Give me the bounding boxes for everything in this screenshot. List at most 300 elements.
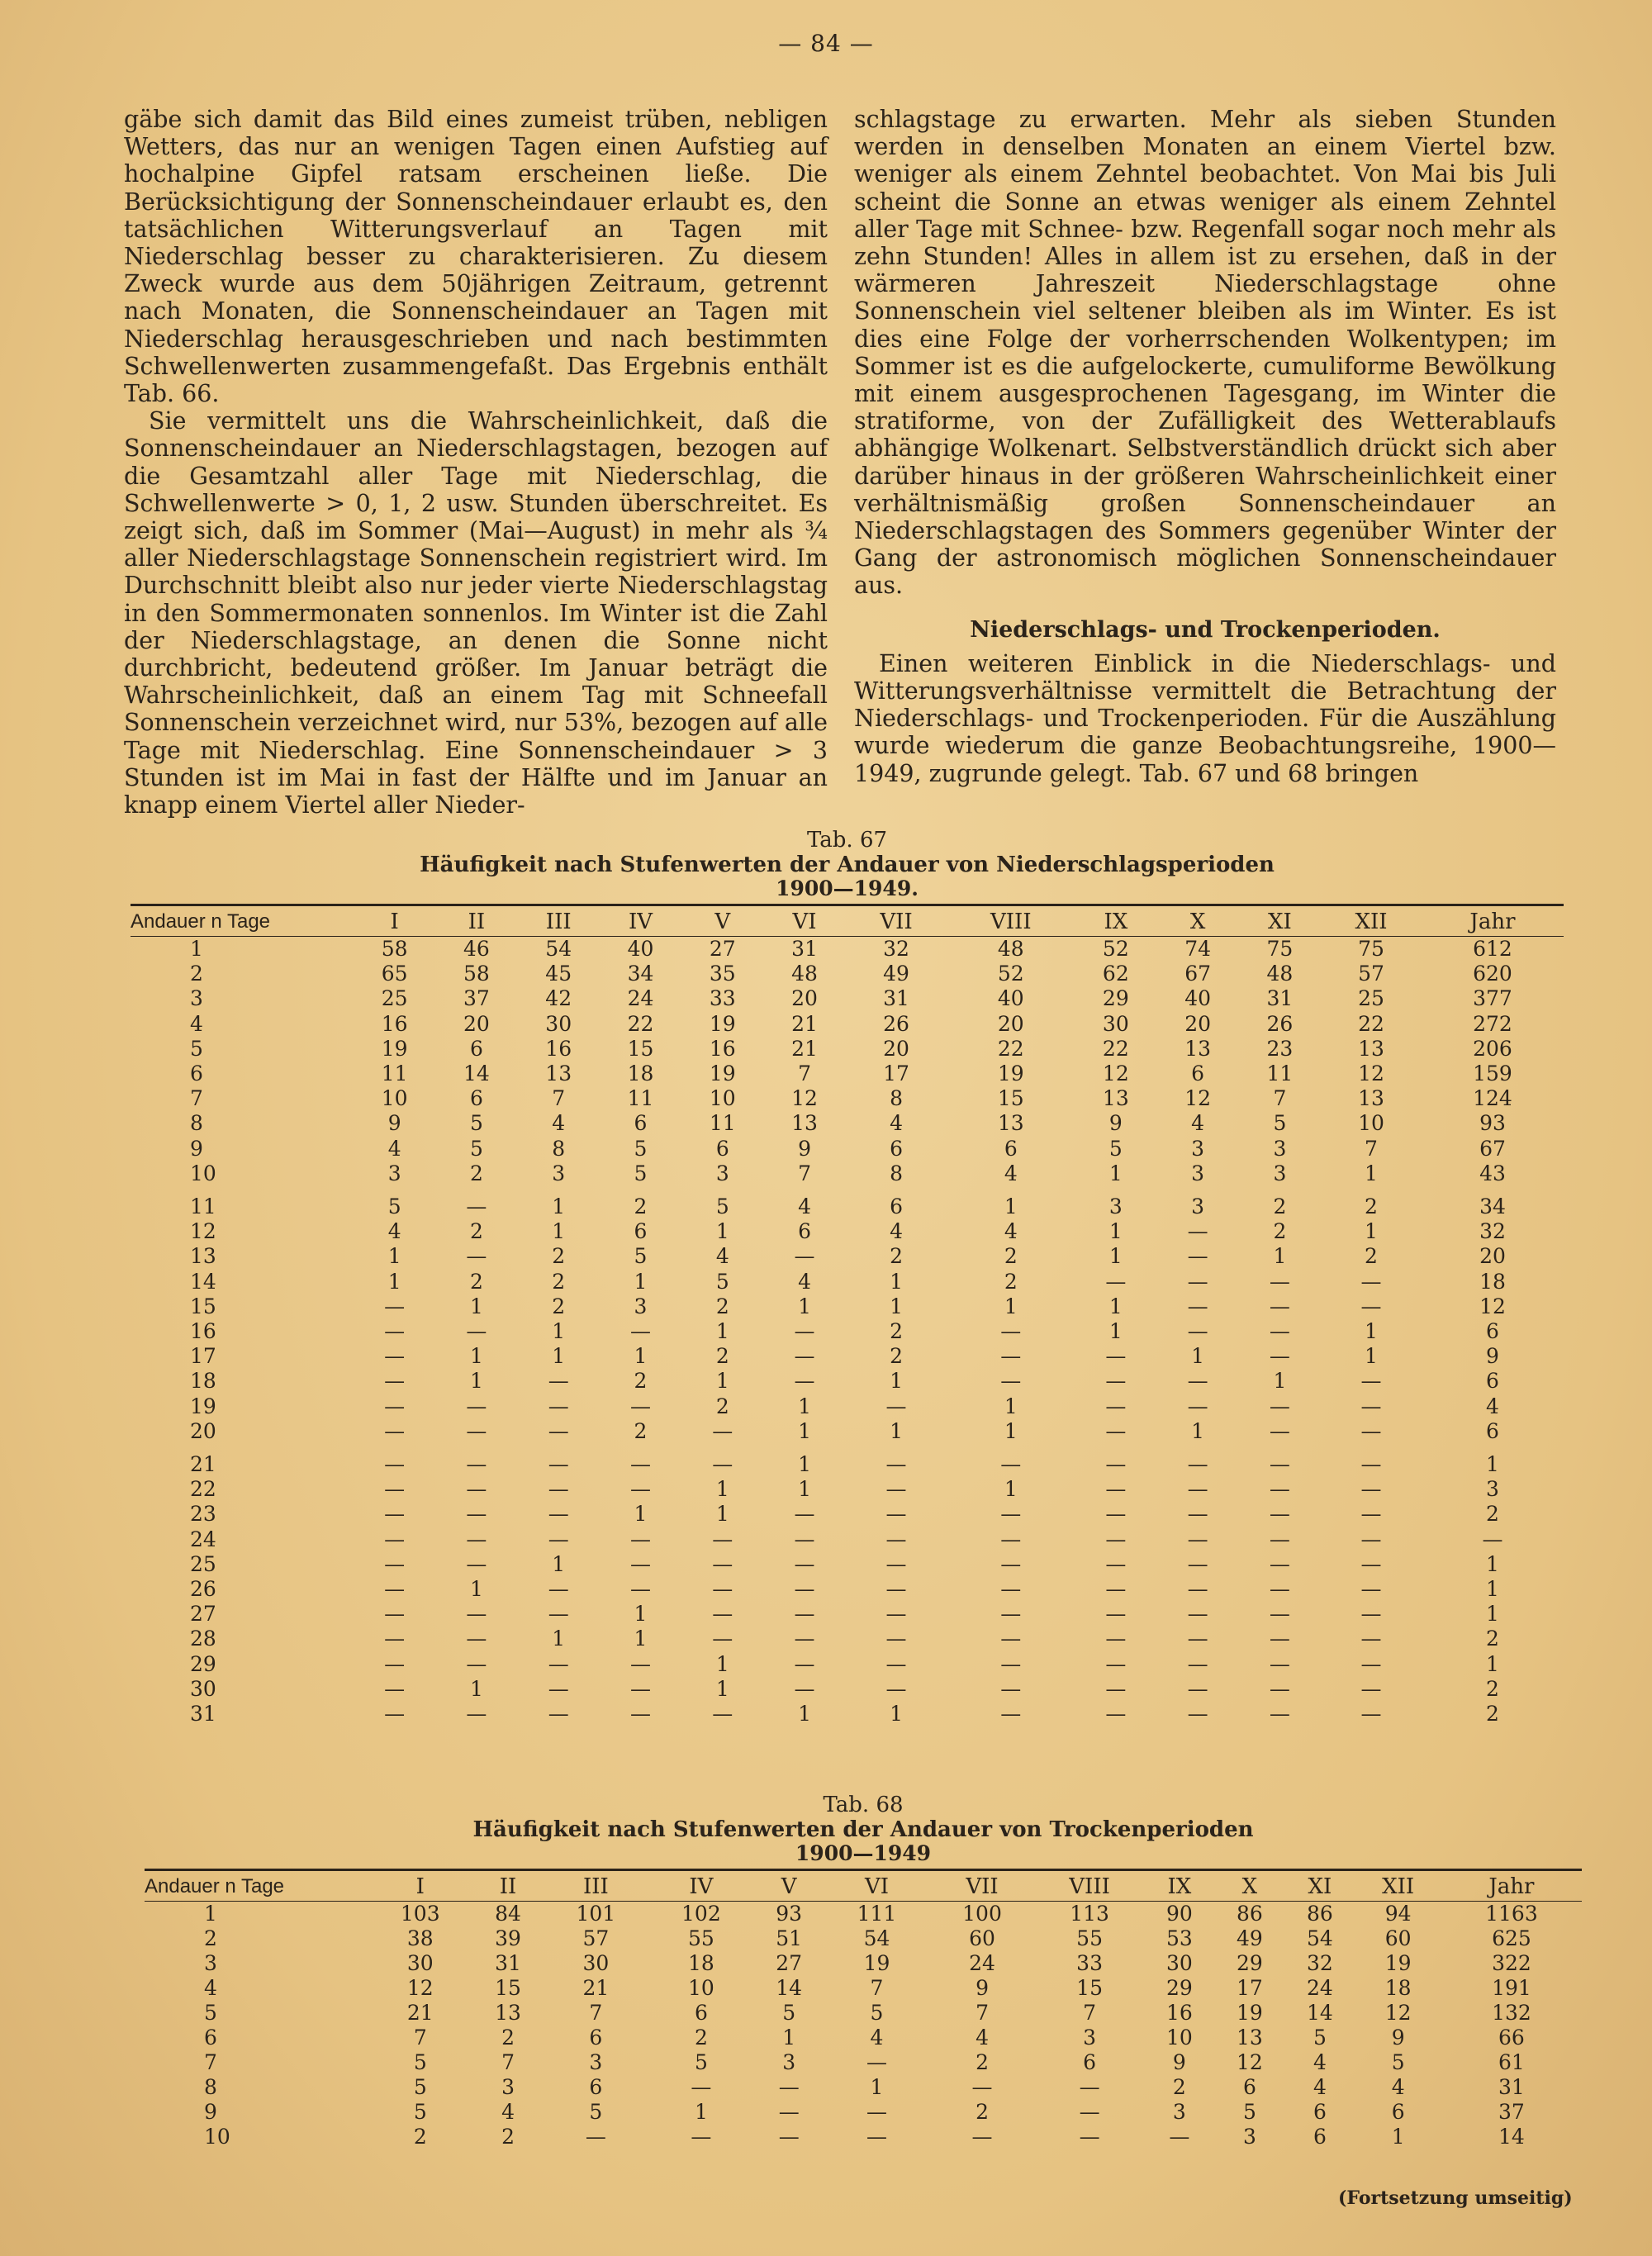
table-cell: 1 [1365,1319,1378,1344]
table-cell: 17 [1237,1976,1263,2000]
table-cell: — [384,1477,406,1502]
table-cell: 1 [798,1394,811,1418]
table-cell: 18 [1384,1976,1412,2000]
column-header: IX [1075,905,1156,937]
row-label: 28 [190,1627,216,1651]
table-cell: 12 [1102,1062,1129,1086]
table-cell: 5 [413,2100,427,2124]
table-row [131,1161,1564,1186]
table-cell: — [1187,1577,1208,1602]
table-cell: 21 [406,2001,434,2025]
table-cell: — [1269,1394,1290,1418]
table-cell: — [885,1551,907,1576]
table-cell: — [1105,1651,1127,1676]
table-cell: 24 [1307,1976,1333,2000]
table-cell: 13 [1358,1086,1384,1111]
table-cell: 30 [1102,1011,1129,1036]
table-cell: — [629,1702,651,1726]
right-text-column [854,106,1556,787]
table-cell: 2 [1486,1502,1499,1527]
row-label: 5 [190,1036,203,1061]
table-cell: 31 [495,1951,521,1975]
table-cell: — [384,1676,406,1701]
table-cell: 5 [870,2001,884,2025]
table-cell: — [885,1394,907,1418]
table-cell: 30 [1165,1951,1193,1975]
table-cell: 51 [776,1926,803,1950]
table-cell: 3 [634,1294,648,1318]
table-cell: — [1105,1418,1127,1443]
table-cell: — [971,2075,993,2099]
table-cell: — [1187,1502,1208,1527]
row-label: 8 [190,1111,203,1136]
table-cell: 12 [1237,2050,1263,2074]
table-cell: 1 [469,1676,483,1701]
table-cell: — [384,1452,406,1477]
table-cell: — [466,1244,487,1269]
table-cell: 2 [1004,1269,1018,1294]
table-cell: 1 [1108,1219,1123,1244]
table-cell: — [794,1602,815,1627]
table-cell: — [384,1294,406,1318]
table-cell: 9 [798,1136,811,1161]
table-cell: 159 [1473,1062,1512,1086]
table-cell: 2 [469,1161,483,1185]
table-cell: 14 [463,1062,490,1086]
table-cell: 52 [997,962,1024,986]
table-cell: — [1360,1394,1382,1418]
table-cell: 18 [627,1062,654,1086]
table-cell: — [629,1477,651,1502]
table-cell: 1 [387,1269,401,1294]
table-cell: — [548,1702,569,1726]
table-cell: 2 [552,1244,566,1269]
row-label: 11 [190,1194,216,1219]
table-cell: 206 [1473,1036,1512,1061]
row-label: 10 [190,1161,216,1185]
row-label: 22 [190,1477,216,1502]
table-cell: 1 [1108,1161,1123,1185]
table-cell: 40 [1184,986,1212,1011]
table-cell: 272 [1473,1011,1512,1036]
table-cell: — [384,1627,406,1651]
column-header: VI [763,905,845,937]
column-header: V [681,905,763,937]
table-cell: 1 [890,1294,903,1318]
paragraph: gäbe sich damit das Bild eines zumeist trüben, nebligen Wetters, das nur an wenigen Tagen einen Aufstieg auf hochalpine Gipfel ratsam erscheinen ließe. Die Berücksichtigung der Sonnenscheindauer erlaubt es, den tatsächlichen Witterungsverlauf an Tagen mit Niederschlag besser zu charakterisieren. Zu diesem Zweck wurde aus dem 50jährigen Zeitraum, getrennt nach Monaten, die Sonnenscheindauer an Tagen mit Niederschlag herausgeschrieben und nach bestimmten Schwellenwerten zusammengefaßt. Das Ergebnis enthält Tab. 66. [124,106,828,408]
table-cell: — [629,1527,651,1551]
table-cell: 6 [1083,2050,1097,2074]
table-cell: 34 [1479,1194,1506,1219]
table-cell: 15 [495,1976,521,2000]
table-cell: 27 [776,1951,803,1975]
row-label: 26 [190,1577,216,1602]
table-cell: 54 [863,1926,890,1950]
table-cell: — [778,2125,800,2149]
table-cell: — [712,1527,733,1551]
table-cell: — [1105,1394,1127,1418]
table-row [131,1012,1564,1037]
column-header: X [1214,1870,1284,1902]
table-cell: 1 [552,1344,566,1369]
table-cell: — [466,1502,487,1527]
table-cell: 2 [1365,1194,1378,1219]
row-label: 4 [190,1011,203,1036]
table-cell: 6 [1486,1319,1499,1344]
column-header: IV [600,905,681,937]
table-cell: 5 [413,2075,427,2099]
table-body [145,1902,1582,2150]
table-cell: 3 [1273,1136,1287,1161]
table-cell: 2 [890,1244,903,1269]
table-cell: 2 [552,1294,566,1318]
header-row [145,1870,1582,1902]
table-cell: 1 [1191,1344,1205,1369]
table-cell: — [1105,1577,1127,1602]
data-table [145,1869,1582,2149]
table-row [131,1219,1564,1244]
table-cell: 1 [890,1369,903,1394]
table-row [131,962,1564,986]
table-row [131,1037,1564,1062]
table-cell: 2 [890,1319,903,1344]
table-cell: 1 [469,1294,483,1318]
table-cell: 32 [1307,1951,1333,1975]
table-cell: — [548,1602,569,1627]
row-label: 17 [190,1344,216,1369]
table-cell: — [1187,1651,1208,1676]
table-cell: 1 [552,1219,566,1244]
table-cell: — [1269,1418,1290,1443]
table-cell: — [548,1577,569,1602]
table-cell: 2 [1004,1244,1018,1269]
table-cell: — [794,1244,815,1269]
table-cell: — [384,1369,406,1394]
table-cell: 6 [589,2026,603,2049]
paragraph: Einen weiteren Einblick in die Niederschlags- und Witterungsverhältnisse vermittelt die Betrachtung der Niederschlags- und Trockenperioden. Für die Auszählung wurde wiederum die ganze Beobachtungsreihe, 1900—1949, zugrunde gelegt. Tab. 67 und 68 bringen [854,649,1556,787]
table-cell: — [1360,1702,1382,1726]
table-cell: 22 [1358,1011,1384,1036]
table-cell: 14 [1307,2001,1333,2025]
column-header: II [473,1870,544,1902]
table-row [145,1926,1582,1951]
table-cell: 1 [1004,1418,1018,1443]
table-cell: 35 [709,962,736,986]
table-cell: — [1000,1502,1022,1527]
table-cell: 65 [381,962,408,986]
table-cell: 8 [890,1161,903,1185]
table-cell: 14 [1498,2125,1525,2149]
table-cell: 6 [1242,2075,1256,2099]
table-cell: 3 [501,2075,515,2099]
table-caption: Tab. 68 [823,1793,904,1817]
table-cell: — [466,1527,487,1551]
table-cell: — [466,1627,487,1651]
table-cell: 4 [501,2100,515,2124]
column-header: I [354,905,435,937]
table-cell: 3 [387,1161,401,1185]
table-cell: 5 [634,1244,648,1269]
table-cell: 1 [1486,1551,1499,1576]
table-cell: 1 [1486,1452,1499,1477]
table-period: 1900—1949 [795,1841,932,1865]
row-label: 1 [204,1902,217,1926]
table-period: 1900—1949. [776,876,919,900]
table-cell: 5 [1108,1136,1123,1161]
row-label: 15 [190,1294,216,1318]
table-cell: — [866,2100,887,2124]
table-cell: 111 [857,1902,897,1926]
table-cell: 15 [997,1086,1024,1111]
table-cell: — [885,1602,907,1627]
table-cell: 1 [469,1577,483,1602]
table-cell: 24 [969,1951,995,1975]
table-cell: 101 [576,1902,616,1926]
table-cell: — [1105,1477,1127,1502]
table-cell: — [1105,1269,1127,1294]
table-cell: — [885,1676,907,1701]
table-cell: — [1187,1452,1208,1477]
table-cell: — [691,2125,712,2149]
table-cell: 16 [709,1036,736,1061]
table-cell: 1 [890,1702,903,1726]
table-cell: 32 [1479,1219,1506,1244]
table-cell: 20 [791,986,818,1011]
table-cell: 4 [1313,2075,1327,2099]
table-cell: 2 [715,1294,729,1318]
column-header: Jahr [1422,905,1564,937]
table-cell: — [466,1418,487,1443]
table-cell: 4 [387,1136,401,1161]
table-row [131,1086,1564,1111]
table-cell: — [794,1369,815,1394]
column-header: III [518,905,600,937]
table-row [145,2125,1582,2149]
table-cell: 6 [469,1086,483,1111]
table-cell: — [1187,1551,1208,1576]
table-cell: — [466,1319,487,1344]
table-cell: 2 [1273,1194,1287,1219]
table-cell: — [1079,2125,1100,2149]
row-label: 1 [190,937,203,961]
table-cell: 93 [776,1902,803,1926]
table-cell: — [1105,1627,1127,1651]
row-label: 12 [190,1219,216,1244]
table-cell: 20 [1479,1244,1506,1269]
column-header-duration: Andauer n Tage [131,905,354,937]
table-cell: — [1269,1577,1290,1602]
table-cell: — [1187,1702,1208,1726]
table-cell: — [1105,1452,1127,1477]
table-cell: 19 [997,1062,1024,1086]
table-cell: 16 [1165,2001,1193,2025]
table-cell: 29 [1237,1951,1263,1975]
table-cell: 2 [976,2100,989,2124]
table-row [131,986,1564,1011]
table-cell: 29 [1165,1976,1193,2000]
table-cell: 1 [1365,1344,1378,1369]
table-68 [145,1793,1582,2149]
table-cell: 13 [1237,2026,1263,2049]
table-caption: Tab. 67 [806,828,888,853]
column-header: XI [1284,1870,1355,1902]
table-cell: 7 [413,2026,427,2049]
table-cell: — [1000,1452,1022,1477]
row-label: 23 [190,1502,216,1527]
table-cell: 620 [1473,962,1512,986]
row-label: 3 [190,986,203,1011]
table-cell: 1 [715,1369,729,1394]
table-cell: — [466,1477,487,1502]
table-cell: 5 [1242,2100,1256,2124]
table-cell: — [1000,1527,1022,1551]
table-cell: 6 [890,1194,903,1219]
table-cell: — [794,1344,815,1369]
table-cell: — [1105,1702,1127,1726]
table-cell: 6 [694,2001,708,2025]
table-cell: — [548,1527,569,1551]
table-cell: 13 [1358,1036,1384,1061]
table-cell: 19 [381,1036,408,1061]
table-row [131,1270,1564,1294]
table-cell: 2 [1486,1676,1499,1701]
table-cell: — [1187,1676,1208,1701]
table-cell: 6 [634,1219,648,1244]
table-cell: — [384,1702,406,1726]
row-label: 14 [190,1269,216,1294]
table-cell: 5 [782,2001,796,2025]
table-cell: 5 [694,2050,708,2074]
table-cell: 25 [1358,986,1384,1011]
row-label: 25 [190,1551,216,1576]
table-cell: — [384,1577,406,1602]
table-cell: 3 [1191,1161,1205,1185]
table-row [145,2075,1582,2100]
table-cell: — [1000,1651,1022,1676]
table-cell: 1 [1365,1161,1378,1185]
table-row [131,1677,1564,1702]
table-cell: — [794,1527,815,1551]
table-cell: 14 [776,1976,803,2000]
table-cell: 31 [791,937,818,961]
table-cell: — [585,2125,606,2149]
table-cell: — [778,2075,800,2099]
table-cell: 5 [387,1194,401,1219]
table-cell: — [885,1477,907,1502]
table-cell: 58 [463,962,490,986]
table-row [131,1419,1564,1444]
table-row [145,1951,1582,1976]
table-cell: 11 [381,1062,408,1086]
table-cell: 21 [582,1976,610,2000]
table-cell: 21 [791,1036,818,1061]
table-cell: 1 [469,1369,483,1394]
table-cell: 15 [1076,1976,1103,2000]
table-cell: 11 [709,1111,736,1136]
table-title: Häufigkeit nach Stufenwerten der Andauer von Niederschlagsperioden [420,853,1275,877]
table-cell: — [885,1452,907,1477]
table-cell: 3 [552,1161,566,1185]
table-cell: — [712,1627,733,1651]
table-cell: — [794,1502,815,1527]
page-number: — 84 — [778,30,874,57]
table-cell: — [1269,1477,1290,1502]
table-cell: 20 [997,1011,1024,1036]
table-cell: 2 [552,1269,566,1294]
table-cell: 10 [687,1976,714,2000]
table-cell: 55 [687,1926,714,1950]
table-cell: — [1187,1244,1208,1269]
table-cell: 1 [798,1452,811,1477]
table-cell: 17 [883,1062,909,1086]
table-cell: 1 [552,1627,566,1651]
table-cell: 46 [463,937,490,961]
table-cell: 4 [1191,1111,1205,1136]
table-cell: 6 [1313,2125,1327,2149]
table-cell: 6 [890,1136,903,1161]
table-cell: 62 [1102,962,1129,986]
table-cell: 13 [495,2001,521,2025]
table-cell: 18 [1479,1269,1506,1294]
table-row [131,1319,1564,1344]
table-cell: — [1187,1269,1208,1294]
column-header: VI [824,1870,930,1902]
table-cell: 3 [1191,1136,1205,1161]
table-cell: 4 [1004,1161,1018,1185]
table-cell: — [691,2075,712,2099]
column-header: IX [1144,1870,1214,1902]
column-header: X [1156,905,1238,937]
table-cell: 31 [883,986,909,1011]
table-cell: 6 [589,2075,603,2099]
table-cell: 6 [1391,2100,1405,2124]
table-cell: 6 [1004,1136,1018,1161]
table-cell: 6 [1191,1062,1205,1086]
row-label: 13 [190,1244,216,1269]
table-cell: 10 [1358,1111,1384,1136]
table-row [145,2050,1582,2075]
table-cell: 625 [1492,1926,1531,1950]
table-cell: 30 [582,1951,610,1975]
table-cell: 1 [715,1676,729,1701]
table-cell: — [1269,1344,1290,1369]
table-cell: — [466,1702,487,1726]
table-cell: — [384,1551,406,1576]
table-cell: — [1000,1627,1022,1651]
table-cell: — [384,1651,406,1676]
table-cell: 5 [715,1269,729,1294]
table-cell: 4 [1313,2050,1327,2074]
table-cell: 124 [1473,1086,1512,1111]
table-cell: 7 [501,2050,515,2074]
table-cell: — [384,1344,406,1369]
table-cell: — [712,1577,733,1602]
table-cell: 1 [1391,2125,1405,2149]
section-heading: Niederschlags- und Trockenperioden. [970,616,1441,643]
table-cell: — [1105,1502,1127,1527]
table-cell: 2 [976,2050,989,2074]
row-label: 19 [190,1394,216,1418]
table-cell: 5 [634,1161,648,1185]
table-cell: — [1269,1269,1290,1294]
table-row [131,1344,1564,1369]
table-cell: 2 [634,1369,648,1394]
table-cell: — [1000,1319,1022,1344]
table-cell: — [1269,1676,1290,1701]
table-cell: 86 [1307,1902,1333,1926]
table-row [131,1062,1564,1086]
table-cell: 60 [1384,1926,1412,1950]
